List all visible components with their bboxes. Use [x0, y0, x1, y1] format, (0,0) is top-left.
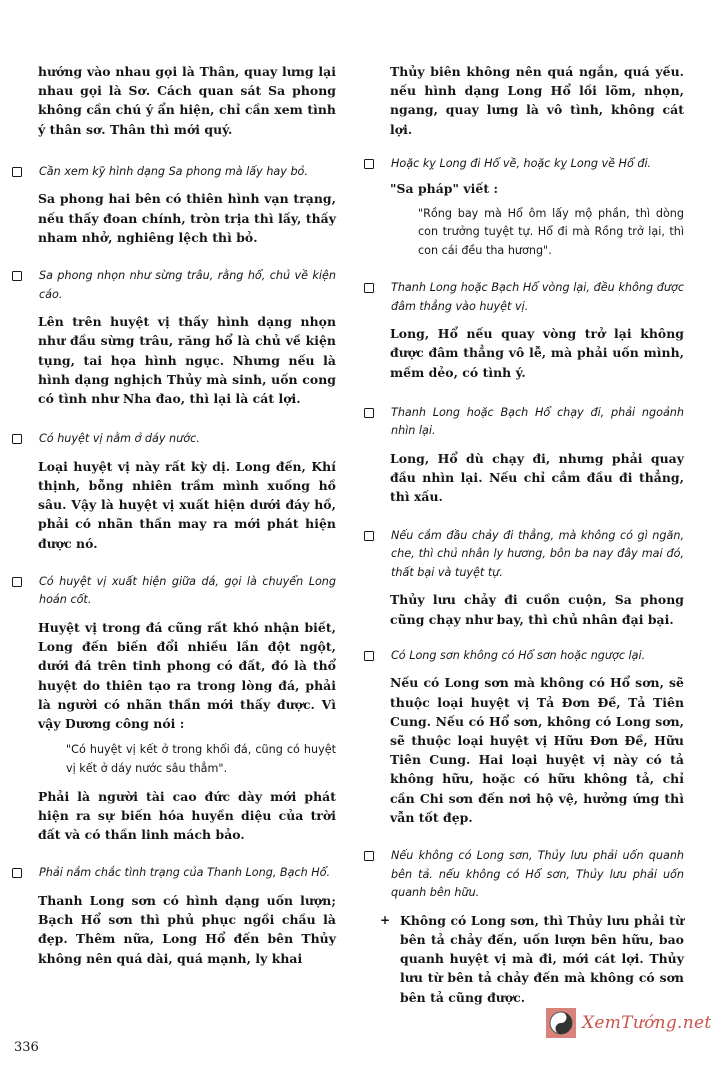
heading-text: Có huyệt vị xuất hiện giữa dá, gọi là chuyển Long hoán cốt. [39, 574, 336, 607]
page-number: 336 [14, 1040, 39, 1055]
section-heading [10, 430, 336, 449]
checkbox-square-icon [364, 531, 374, 541]
section-heading [362, 647, 684, 666]
heading-text: Hoặc kỵ Long đi Hổ về, hoặc kỵ Long về Hổ đi. [391, 156, 652, 170]
paragraph: Long, Hổ nếu quay vòng trở lại không được đâm thẳng vô lễ, mà phải uốn mình, mềm dẻo, có tình ý. [390, 326, 684, 380]
paragraph: Thủy lưu chảy đi cuồn cuộn, Sa phong cũng chạy như bay, thì chủ nhân đại bại. [390, 592, 684, 627]
section-heading [362, 847, 684, 903]
right-column [362, 62, 684, 1007]
section-heading [362, 527, 684, 583]
heading-text: Có huyệt vị nằm ở dáy nước. [39, 432, 200, 446]
section-heading [10, 163, 336, 182]
yin-yang-icon [546, 1008, 576, 1038]
heading-text: Nếu không có Long sơn, Thủy lưu phải uốn quanh bên tả. nếu không có Hổ sơn, Thủy lưu phải uốn quanh bên hữu. [391, 849, 684, 900]
paragraph: Nếu có Long sơn mà không có Hổ sơn, sẽ thuộc loại huyệt vị Tả Đơn Đề, Tả Tiên Cung. Nếu có Hổ sơn, không có Long sơn, sẽ thuộc loại huyệt vị Hữu Đơn Đề, Hữu Tiên Cung. Hai loại huyệt vị này có tả không hữu, hoặc có hữu không tả, chỉ cần Chi sơn đến nơi hộ vệ, hưởng ứng thì vẫn tốt đẹp. [390, 675, 684, 825]
checkbox-square-icon [12, 167, 22, 177]
section-heading [362, 155, 684, 174]
section-heading [10, 267, 336, 304]
quote: "Rồng bay mà Hổ ôm lấy mộ phần, thì dòng con trưởng tuyệt tự. Hổ đi mà Rồng trở lại, thì con cái đều tha hương". [418, 206, 684, 258]
section-heading [362, 404, 684, 441]
heading-text: Nếu cắm đầu chảy đi thẳng, mà không có gì ngăn, che, thì chủ nhân ly hương, bôn ba nay đây mai đó, thất bại và tuyệt tự. [391, 528, 684, 579]
paragraph: "Sa pháp" viết : [390, 181, 499, 197]
paragraph: Thủy biên không nên quá ngắn, quá yếu. nếu hình dạng Long Hổ lồi lõm, nhọn, ngang, quay lưng là vô tình, không cát lợi. [390, 64, 684, 137]
heading-text: Sa phong nhọn như sừng trâu, rằng hổ, chủ về kiện cáo. [39, 269, 336, 301]
paragraph: Loại huyệt vị này rất kỳ dị. Long đến, Khí thịnh, bỗng nhiên trầm mình xuống hồ sâu. Vậy là huyệt vị xuất hiện dưới đáy hồ, phải có nhãn thần may ra mới phát hiện được nó. [38, 458, 336, 551]
paragraph: Phải là người tài cao đức dày mới phát hiện ra sự biến hóa huyền diệu của trời đất và có thần linh mách bảo. [38, 788, 336, 843]
paragraph: hướng vào nhau gọi là Thân, quay lưng lại nhau gọi là Sơ. Cách quan sát Sa phong không cần chú ý ẩn hiện, chỉ cần xem tình ý thân sơ. Thân thì mới quý. [38, 64, 336, 137]
paragraph: Long, Hổ dù chạy đi, nhưng phải quay đầu nhìn lại. Nếu chỉ cắm đầu đi thẳng, thì xấu. [390, 450, 684, 505]
heading-text: Phải nắm chắc tình trạng của Thanh Long, Bạch Hổ. [39, 866, 331, 880]
checkbox-square-icon [364, 283, 374, 293]
watermark-text: XemTướng.net [582, 1013, 711, 1033]
paragraph: Huyệt vị trong đá cũng rất khó nhận biết, Long đến biến đổi nhiều lần đột ngột, dưới đá trên tinh phong có đất, đó là thổ huyệt do thiên tạo ra trong lòng đá, phải là người có nhãn thần mới thấy được. Vì vậy Dương công nói : [38, 620, 336, 732]
checkbox-square-icon [364, 159, 374, 169]
paragraph: Không có Long sơn, thì Thủy lưu phải từ bên tả chảy đến, uốn lượn bên hữu, bao quanh huyệt vị mà đi, mới cát lợi. Thủy lưu từ bên tả chảy đến mà không có sơn bên tả cũng được. [400, 912, 684, 1005]
watermark [546, 1008, 711, 1038]
quote: "Có huyệt vị kết ở trong khối đá, cũng có huyệt vị kết ở dáy nước sâu thẳm". [66, 743, 336, 776]
checkbox-square-icon [12, 868, 22, 878]
section-heading [10, 864, 336, 883]
checkbox-square-icon [364, 408, 374, 418]
checkbox-square-icon [12, 434, 22, 444]
plus-bullet-icon: + [380, 912, 391, 927]
paragraph: Thanh Long sơn có hình dạng uốn lượn; Bạch Hổ sơn thì phủ phục ngồi chầu là đẹp. Thêm nữa, Long Hổ đến bên Thủy không nên quá dài, quá mạnh, ly khai [38, 893, 336, 966]
section-heading [362, 279, 684, 316]
checkbox-square-icon [12, 577, 22, 587]
paragraph: Sa phong hai bên có thiên hình vạn trạng, nếu thấy đoan chính, tròn trịa thì lấy, thấy nham nhở, nghiêng lệch thì bỏ. [38, 191, 336, 245]
paragraph: Lên trên huyệt vị thấy hình dạng nhọn như đầu sừng trâu, răng hổ là chủ về kiện tụng, tai họa hình ngục. Nhưng nếu là hình dạng nghịch Thủy mà sinh, uốn cong có tình như Nha đao, thì lại là cát lợi. [38, 314, 336, 407]
section-heading [10, 573, 336, 610]
checkbox-square-icon [364, 651, 374, 661]
heading-text: Cần xem kỹ hình dạng Sa phong mà lấy hay bỏ. [39, 164, 308, 178]
heading-text: Thanh Long hoặc Bạch Hổ vòng lại, đều không được đâm thẳng vào huyệt vị. [391, 281, 684, 313]
left-column [10, 62, 336, 968]
checkbox-square-icon [364, 851, 374, 861]
heading-text: Có Long sơn không có Hổ sơn hoặc ngược lại. [391, 648, 646, 662]
heading-text: Thanh Long hoặc Bạch Hổ chạy đi, phải ngoảnh nhìn lại. [391, 405, 684, 438]
checkbox-square-icon [12, 271, 22, 281]
bullet-item [380, 911, 684, 1007]
